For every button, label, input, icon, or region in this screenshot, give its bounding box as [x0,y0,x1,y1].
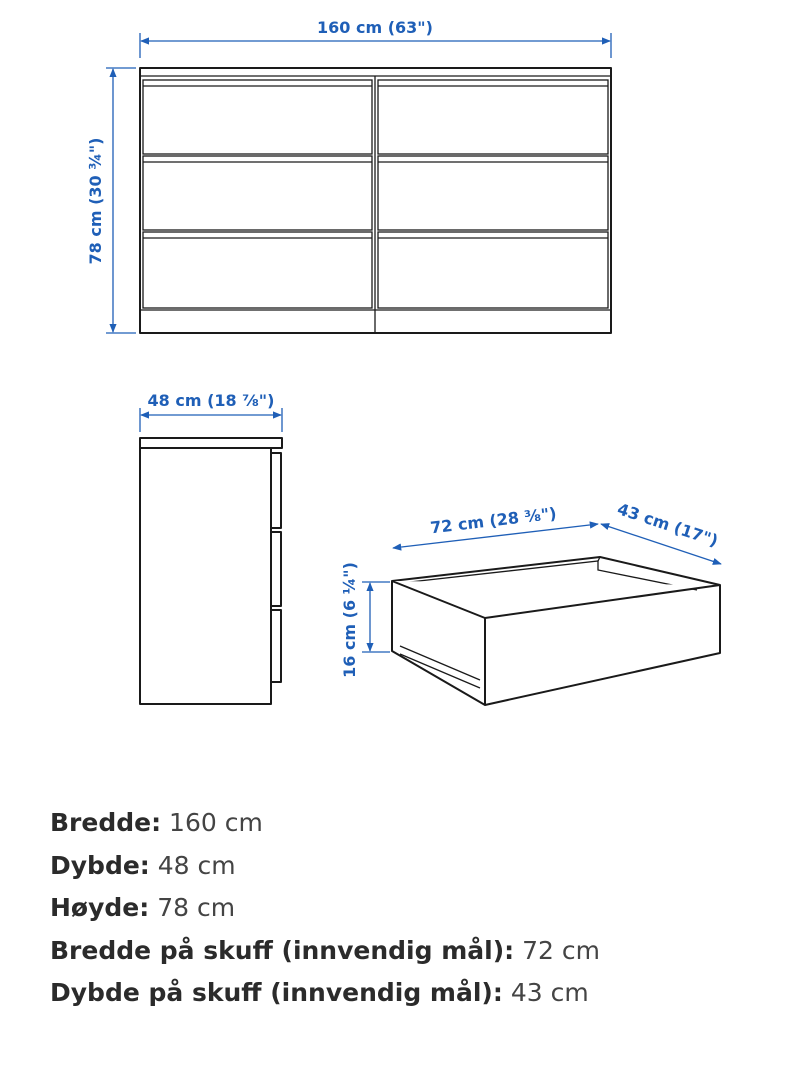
spec-depth-label: Dybde: [50,850,150,880]
front-width-label: 160 cm (63") [317,18,433,37]
front-height-label: 78 cm (30 ¾") [86,137,105,265]
drawer-depth-label: 43 cm (17") [615,499,721,551]
spec-depth-value: 48 cm [157,850,236,880]
side-top-board [140,438,282,448]
drawer-height-label: 16 cm (6 ¼") [340,562,359,678]
spec-width-label: Bredde: [50,808,162,837]
spec-row-height [50,887,770,930]
spec-height-label: Høyde: [50,893,150,922]
side-body [140,448,271,704]
spec-row-depth [50,845,770,888]
side-drawer-front-2 [271,532,281,606]
specification-list [50,802,770,1015]
spec-height-value: 78 cm [157,893,236,922]
side-drawer-front-3 [271,610,281,682]
drawer-view [340,499,721,705]
spec-drawer-depth-value: 43 cm [510,978,589,1007]
drawer-width-label: 72 cm (28 ⅜") [429,503,558,538]
spec-row-drawer-depth [50,972,770,1015]
spec-drawer-width-label: Bredde på skuff (innvendig mål): [50,935,515,965]
spec-row-drawer-width [50,930,770,973]
side-depth-label: 48 cm (18 ⅞") [147,391,275,410]
side-view [140,391,282,704]
spec-drawer-depth-label: Dybde på skuff (innvendig mål): [50,978,503,1007]
spec-width-value: 160 cm [169,808,263,837]
spec-drawer-width-value: 72 cm [522,935,600,965]
spec-row-width [50,802,770,845]
front-view [86,18,611,333]
side-drawer-front-1 [271,453,281,528]
drawer-box-outline [392,557,720,705]
